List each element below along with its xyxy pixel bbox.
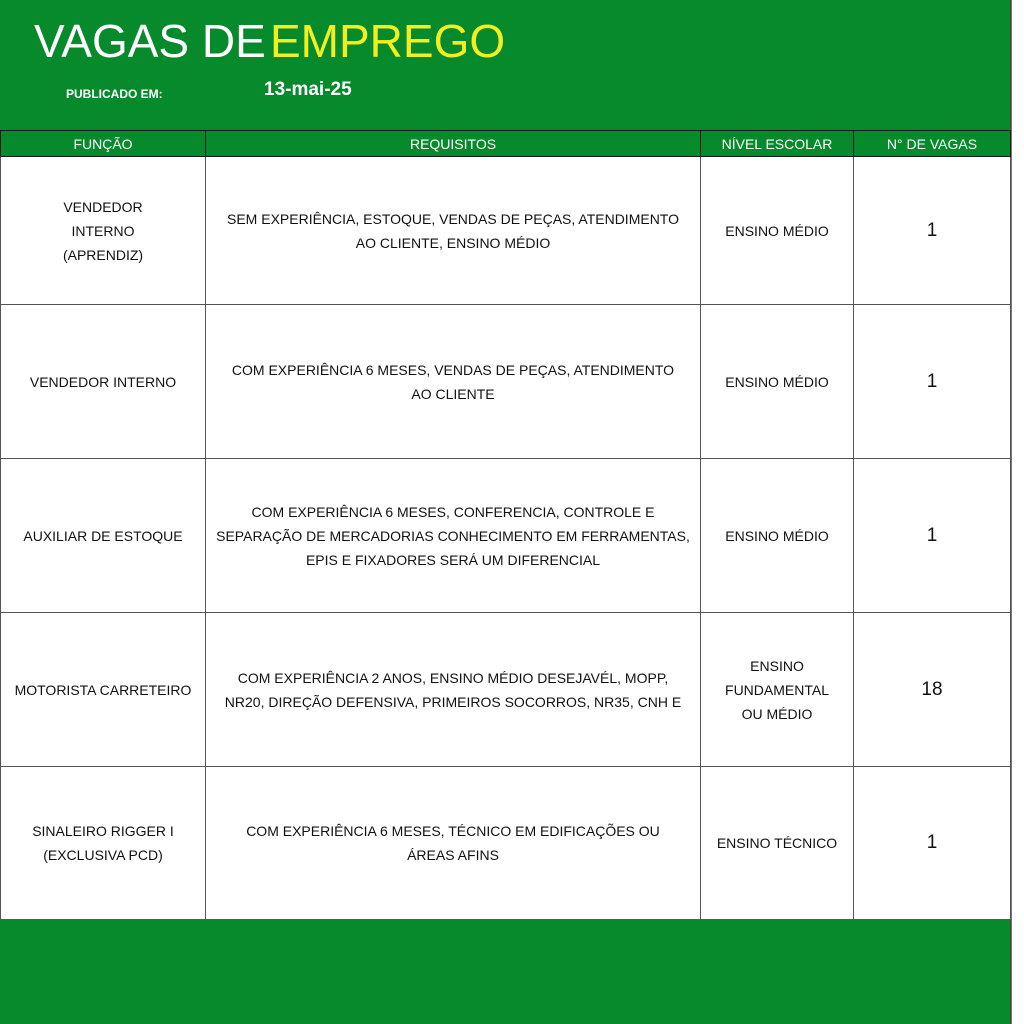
cell-vagas: 1 bbox=[854, 157, 1011, 305]
cell-vagas: 1 bbox=[854, 767, 1011, 920]
cell-nivel-escolar: ENSINO FUNDAMENTAL OU MÉDIO bbox=[701, 613, 854, 767]
cell-vagas: 1 bbox=[854, 459, 1011, 613]
table-header-row bbox=[1, 131, 1011, 157]
cell-nivel-escolar: ENSINO MÉDIO bbox=[701, 305, 854, 459]
title-part1: VAGAS DE bbox=[34, 15, 266, 67]
column-header-requisitos: REQUISITOS bbox=[206, 131, 701, 157]
cell-requisitos: COM EXPERIÊNCIA 6 MESES, TÉCNICO EM EDIFICAÇÕES OU ÁREAS AFINS bbox=[206, 767, 701, 920]
cell-vagas: 18 bbox=[854, 613, 1011, 767]
cell-requisitos: COM EXPERIÊNCIA 6 MESES, CONFERENCIA, CONTROLE E SEPARAÇÃO DE MERCADORIAS CONHECIMENTO EM FERRAMENTAS, EPIS E FIXADORES SERÁ UM DIFERENCIAL bbox=[206, 459, 701, 613]
column-header-funcao: FUNÇÃO bbox=[1, 131, 206, 157]
title-part2: EMPREGO bbox=[270, 15, 506, 67]
cell-nivel-escolar: ENSINO TÉCNICO bbox=[701, 767, 854, 920]
table-row bbox=[1, 305, 1011, 459]
footer-banner bbox=[0, 919, 1010, 1024]
cell-requisitos: COM EXPERIÊNCIA 2 ANOS, ENSINO MÉDIO DESEJAVÉL, MOPP, NR20, DIREÇÃO DEFENSIVA, PRIMEIROS SOCORROS, NR35, CNH E bbox=[206, 613, 701, 767]
cell-nivel-escolar: ENSINO MÉDIO bbox=[701, 157, 854, 305]
cell-requisitos: COM EXPERIÊNCIA 6 MESES, VENDAS DE PEÇAS, ATENDIMENTO AO CLIENTE bbox=[206, 305, 701, 459]
column-header-vagas: N° DE VAGAS bbox=[854, 131, 1011, 157]
cell-funcao: VENDEDOR INTERNO bbox=[1, 305, 206, 459]
column-header-nivel-escolar: NÍVEL ESCOLAR bbox=[701, 131, 854, 157]
jobs-table bbox=[0, 130, 1011, 920]
cell-funcao: AUXILIAR DE ESTOQUE bbox=[1, 459, 206, 613]
page-edge bbox=[1011, 0, 1024, 1024]
cell-requisitos: SEM EXPERIÊNCIA, ESTOQUE, VENDAS DE PEÇAS, ATENDIMENTO AO CLIENTE, ENSINO MÉDIO bbox=[206, 157, 701, 305]
published-date: 13-mai-25 bbox=[264, 79, 352, 100]
published-label: PUBLICADO EM: bbox=[66, 87, 163, 101]
cell-funcao: MOTORISTA CARRETEIRO bbox=[1, 613, 206, 767]
table-row bbox=[1, 767, 1011, 920]
cell-nivel-escolar: ENSINO MÉDIO bbox=[701, 459, 854, 613]
header-banner bbox=[0, 0, 1010, 130]
table-row bbox=[1, 613, 1011, 767]
cell-funcao: VENDEDOR INTERNO (APRENDIZ) bbox=[1, 157, 206, 305]
cell-funcao: SINALEIRO RIGGER I (EXCLUSIVA PCD) bbox=[1, 767, 206, 920]
table-row bbox=[1, 459, 1011, 613]
cell-vagas: 1 bbox=[854, 305, 1011, 459]
table-row bbox=[1, 157, 1011, 305]
